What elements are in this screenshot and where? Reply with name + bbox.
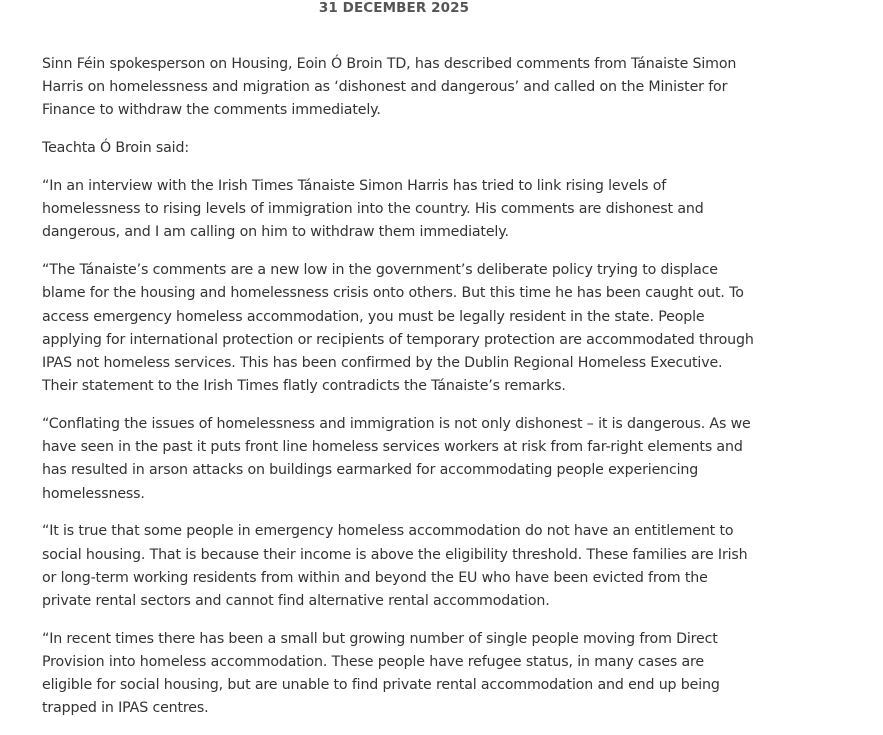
paragraph-quote-4: “It is true that some people in emergency homeless accommodation do not have an entitlement to social housing. That is because their income is above the eligibility threshold. These families are Irish or long-term working residents from within and beyond the EU who have been evicted from the private rental sectors and cannot find alternative rental accommodation. bbox=[42, 523, 748, 610]
paragraph-said: Teachta Ó Broin said: bbox=[42, 140, 189, 157]
article-date: 31 DECEMBER 2025 bbox=[318, 0, 470, 16]
paragraph-quote-3: “Conflating the issues of homelessness and immigration is not only dishonest – it is dangerous. As we have seen in the past it puts front line homeless services workers at risk from far-right elements and has resulted in arson attacks on buildings earmarked for accommodating people experiencing homelessness. bbox=[42, 416, 751, 502]
paragraph-quote-2: “The Tánaiste’s comments are a new low in the government’s deliberate policy trying to displace blame for the housing and homelessness crisis onto others. But this time he has been caught out. To access emergency homeless accommodation, you must be legally resident in the state. People applying for international protection or recipients of temporary protection are accommodated through IPAS not homeless services. This has been confirmed by the Dublin Regional Homeless Executive. Their statement to the Irish Times flatly contradicts the Tánaiste’s remarks. bbox=[42, 262, 754, 395]
paragraph-intro: Sinn Féin spokesperson on Housing, Eoin Ó Broin TD, has described comments from Tánaiste Simon Harris on homelessness and migration as ‘dishonest and dangerous’ and called on the Minister for Finance to withdraw the comments immediately. bbox=[42, 56, 737, 119]
paragraph-quote-5: “In recent times there has been a small but growing number of single people moving from Direct Provision into homeless accommodation. These people have refugee status, in many cases are eligible for social housing, but are unable to find private rental accommodation and end up being trapped in IPAS centres. bbox=[42, 630, 720, 717]
paragraph-quote-1: “In an interview with the Irish Times Tánaiste Simon Harris has tried to link rising levels of homelessness to rising levels of immigration into the country. His comments are dishonest and dangerous, and I am calling on him to withdraw them immediately. bbox=[42, 178, 704, 241]
article-body bbox=[42, 53, 754, 735]
